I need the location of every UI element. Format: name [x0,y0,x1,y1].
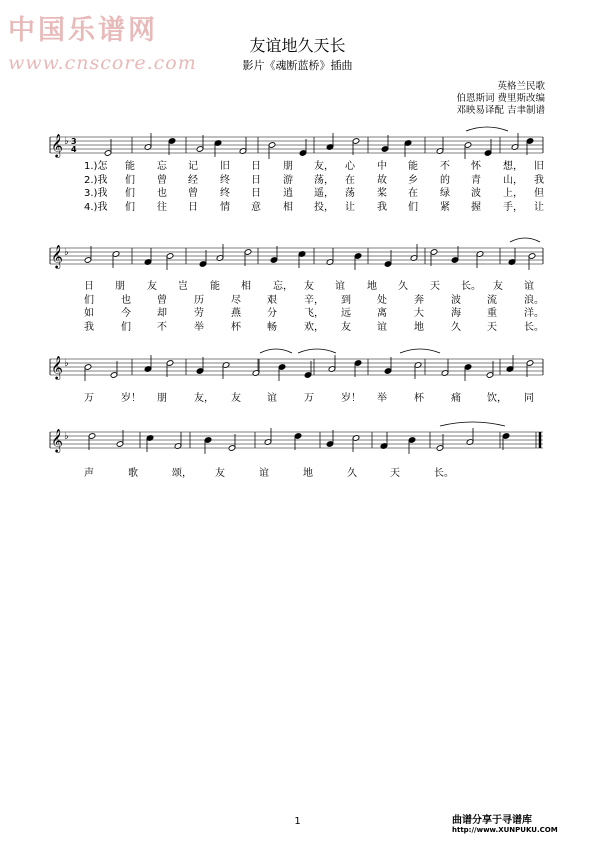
credit-translator: 邓映易译配 吉聿制谱 [456,105,545,116]
lyric-syllable: 情 [220,201,230,213]
lyric-syllable: 2.)我 [84,174,108,186]
lyric-syllable: 怀 [471,161,481,172]
lyric-syllable: 辛， [304,294,324,306]
lyric-syllable: 1.)怎 [84,161,108,172]
lyric-syllable: 日 [251,188,261,199]
lyric-syllable: 岁！ [341,393,361,404]
lyric-syllable: 天 [390,468,400,479]
lyric-syllable: 饮， [487,393,507,404]
lyric-syllable: 荡， [314,174,334,186]
lyric-syllable: 处 [377,294,387,306]
lyric-syllable: 逍 [283,188,293,199]
lyric-syllable: 飞， [304,308,324,319]
lyric-syllable: 3.)我 [84,188,108,199]
lyric-syllable: 的 [440,174,450,186]
song-subtitle: 影片《魂断蓝桥》插曲 [242,59,353,72]
lyric-syllable: 万 [84,393,94,404]
lyric-syllable: 友 [147,281,157,292]
lyric-syllable: 地 [414,321,424,333]
lyric-syllable: 岂 [178,281,188,292]
lyric-syllable: 桨 [377,188,387,199]
lyric-syllable: 朋 [283,161,293,172]
lyric-syllable: 却 [157,308,167,319]
lyric-syllable: 往 [157,201,167,213]
lyric-syllable: 们 [408,201,418,213]
credit-origin: 英格兰民歌 [497,81,545,92]
lyric-syllable: 分 [267,308,277,319]
lyric-syllable: 让 [534,201,544,213]
lyric-syllable: 乡 [408,174,418,186]
treble-clef: 𝄞 [51,428,63,452]
lyric-syllable: 洋。 [524,308,544,319]
time-signature-top: 3 [71,137,77,146]
lyric-syllable: 旧 [220,161,230,172]
lyric-syllable: 如 [84,308,94,319]
lyric-syllable: 握 [471,201,481,213]
tie [510,238,540,242]
lyric-syllable: 忘， [273,281,293,292]
lyric-syllable: 奔 [414,294,424,306]
lyric-syllable: 们 [125,188,135,199]
tie [260,349,292,353]
lyric-syllable: 痛 [451,393,461,404]
flat-sign: ♭ [64,136,69,147]
lyric-syllable: 们 [84,294,94,306]
lyric-syllable: 同 [524,393,534,404]
lyric-syllable: 友， [314,161,334,172]
lyric-syllable: 谊 [267,393,277,404]
lyric-syllable: 歌 [128,468,138,479]
lyric-syllable: 离 [377,308,387,319]
lyric-syllable: 长。 [524,321,544,333]
lyric-syllable: 手， [503,201,523,213]
lyric-syllable: 朋 [115,281,125,292]
lyric-syllable: 大 [414,308,424,319]
lyric-syllable: 地 [367,281,377,292]
lyric-syllable: 日 [84,281,94,292]
lyric-syllable: 万 [304,393,314,404]
treble-clef: 𝄞 [51,355,63,379]
lyric-syllable: 友 [215,468,225,479]
lyric-syllable: 谊 [377,321,387,333]
lyric-syllable: 想， [503,161,523,172]
lyric-syllable: 谊 [259,468,269,479]
lyric-syllable: 天 [430,281,440,292]
lyric-syllable: 相 [241,281,251,292]
lyric-syllable: 流 [487,294,497,306]
lyric-syllable: 绿 [440,188,450,199]
lyric-syllable: 曾 [157,294,167,306]
tie [298,349,336,353]
lyric-syllable: 举 [194,321,204,333]
lyric-syllable: 艰 [267,294,277,306]
lyric-syllable: 们 [125,201,135,213]
lyric-syllable: 能 [210,281,220,292]
flat-sign: ♭ [64,247,69,258]
lyric-syllable: 4.)我 [84,201,108,213]
lyric-syllable: 终 [220,174,230,186]
lyric-syllable: 天 [487,321,497,333]
lyric-syllable: 欢， [304,321,324,333]
treble-clef: 𝄞 [51,133,63,157]
lyric-syllable: 尽 [231,294,241,306]
lyric-syllable: 波 [451,294,461,306]
lyric-syllable: 我 [377,201,387,213]
lyric-syllable: 举 [377,393,387,404]
credit-lyricist: 伯恩斯词 费里斯改编 [456,93,545,104]
lyric-syllable: 上， [503,188,523,199]
lyric-syllable: 长。 [461,281,481,292]
lyric-syllable: 久 [451,321,461,333]
lyric-syllable: 在 [345,174,355,186]
lyric-syllable: 忘 [157,161,167,172]
lyric-syllable: 曾 [157,174,167,186]
watermark-url: www.cnscore.com [8,52,197,74]
lyric-syllable: 声 [84,468,94,479]
lyric-syllable: 久 [347,468,357,479]
lyric-syllable: 岁！ [121,393,141,404]
lyric-syllable: 能 [408,161,418,172]
lyric-syllable: 荡 [345,188,355,199]
lyric-syllable: 能 [125,161,135,172]
footer-url: http://www.XUNPUKU.COM [452,826,558,834]
lyric-syllable: 远 [341,308,351,319]
time-signature-bottom: 4 [71,145,77,154]
tie [466,127,508,131]
lyric-syllable: 意 [251,201,261,213]
lyric-syllable: 心 [345,161,355,172]
lyric-syllable: 我 [84,321,94,333]
lyric-syllable: 在 [408,188,418,199]
lyric-syllable: 友 [231,393,241,404]
lyric-syllable: 日 [251,161,261,172]
lyric-syllable: 友， [194,393,214,404]
lyric-syllable: 相 [283,201,293,213]
lyric-syllable: 也 [121,294,131,306]
lyric-syllable: 遥， [314,188,334,199]
page-number: 1 [294,816,301,827]
lyric-syllable: 重 [487,308,497,319]
lyric-syllable: 故 [377,174,387,186]
lyric-syllable: 友 [341,321,351,333]
tie [440,422,505,426]
lyric-syllable: 浪。 [524,294,544,306]
lyric-syllable: 历 [194,294,204,306]
lyric-syllable: 记 [188,161,198,172]
lyric-syllable: 友 [304,281,314,292]
lyric-syllable: 终 [220,188,230,199]
lyric-syllable: 朋 [157,393,167,404]
lyric-syllable: 让 [345,201,355,213]
lyric-syllable: 青 [471,174,481,186]
watermark-logo: 中国乐谱网 [8,15,158,46]
lyric-syllable: 今 [121,308,131,319]
lyric-syllable: 劳 [194,308,204,319]
lyric-syllable: 波 [471,188,481,199]
lyric-syllable: 紧 [440,201,450,213]
lyric-syllable: 但 [534,188,544,199]
lyric-syllable: 久 [398,281,408,292]
lyric-syllable: 中 [377,161,387,172]
lyric-syllable: 曾 [188,188,198,199]
lyric-syllable: 日 [251,174,261,186]
lyric-syllable: 山， [503,174,523,186]
lyric-syllable: 到 [341,294,351,306]
lyric-syllable: 旧 [534,161,544,172]
lyric-syllable: 畅 [267,321,277,333]
lyric-syllable: 杯 [231,321,241,333]
lyric-syllable: 也 [157,188,167,199]
lyric-syllable: 们 [125,174,135,186]
lyric-syllable: 不 [440,161,450,172]
lyric-syllable: 长。 [434,468,454,479]
lyric-syllable: 日 [188,201,198,213]
lyric-syllable: 友 [493,281,503,292]
song-title: 友谊地久天长 [249,36,346,55]
lyric-syllable: 我 [534,174,544,186]
lyric-syllable: 颂， [172,468,192,479]
tie [400,349,440,353]
lyric-syllable: 经 [188,174,198,186]
lyric-syllable: 杯 [414,393,424,404]
lyric-syllable: 谊 [335,281,345,292]
lyric-syllable: 海 [451,308,461,319]
flat-sign: ♭ [64,358,69,369]
lyric-syllable: 投， [314,201,334,213]
lyric-syllable: 游 [283,174,293,186]
flat-sign: ♭ [64,431,69,442]
lyric-syllable: 燕 [231,308,241,319]
lyric-syllable: 谊 [524,281,534,292]
lyric-syllable: 们 [121,321,131,333]
lyric-syllable: 不 [157,321,167,333]
treble-clef: 𝄞 [51,244,63,268]
lyric-syllable: 地 [303,468,313,479]
footer-share-text: 曲谱分享于寻谱库 [452,815,532,826]
